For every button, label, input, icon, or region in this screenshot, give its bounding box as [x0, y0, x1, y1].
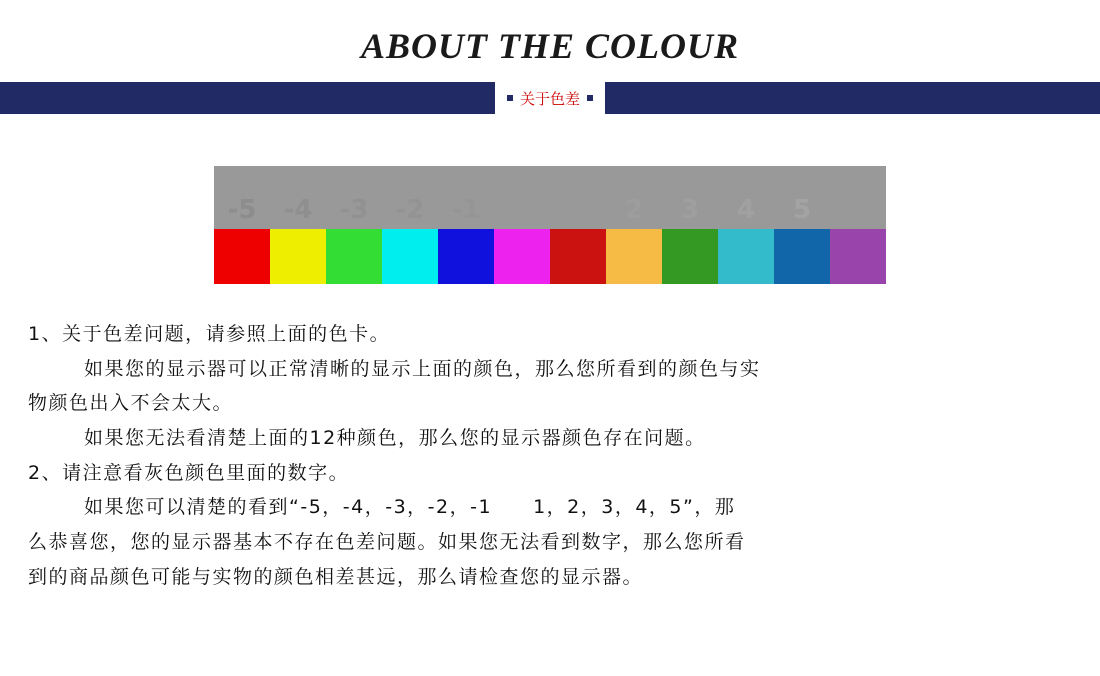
- gray-number-cell: -3: [339, 195, 369, 225]
- square-bullet-right-icon: [587, 95, 593, 101]
- gray-number-cell: [830, 166, 886, 229]
- instruction-line-8: 到的商品颜色可能与实物的颜色相差甚远，那么请检查您的显示器。: [28, 565, 644, 588]
- colour-swatch-yellow: [270, 229, 326, 284]
- gray-number-cell: 4: [736, 195, 756, 225]
- gray-number-cell: -2: [395, 195, 425, 225]
- colour-card-wrapper: [0, 166, 1100, 284]
- page-title: ABOUT THE COLOUR: [360, 26, 740, 66]
- colour-swatch-purple: [830, 229, 886, 284]
- colour-swatch-green: [326, 229, 382, 284]
- gray-number-cell: 5: [792, 195, 812, 225]
- colour-swatch-band: [214, 229, 886, 284]
- gray-number-cell: -5: [227, 195, 257, 225]
- gray-number-cell: [550, 166, 606, 229]
- instruction-line-3: 物颜色出入不会太大。: [28, 392, 234, 415]
- instruction-text: [28, 318, 1072, 593]
- colour-swatch-orange-yellow: [606, 229, 662, 284]
- colour-swatch-red: [214, 229, 270, 284]
- gray-number-cell: [494, 166, 550, 229]
- colour-swatch-cyan: [382, 229, 438, 284]
- instruction-line-5: 2、请注意看灰色颜色里面的数字。: [28, 461, 350, 484]
- gray-number-cell: -1: [451, 195, 481, 225]
- square-bullet-left-icon: [507, 95, 513, 101]
- colour-swatch-blue: [438, 229, 494, 284]
- instruction-line-2: 如果您的显示器可以正常清晰的显示上面的颜色，那么您所看到的颜色与实: [84, 357, 761, 380]
- gray-number-cell: -4: [283, 195, 313, 225]
- banner-label-text: 关于色差: [519, 89, 581, 108]
- gray-number-cell: 3: [680, 195, 700, 225]
- banner-label: [495, 82, 605, 114]
- colour-swatch-dark-green: [662, 229, 718, 284]
- instruction-line-1: 1、关于色差问题，请参照上面的色卡。: [28, 323, 391, 345]
- instruction-line-6: 如果您可以清楚的看到“-5，-4，-3，-2，-1 1，2，3，4，5”，那: [84, 496, 736, 519]
- colour-test-card: [214, 166, 886, 284]
- instruction-line-4: 如果您无法看清楚上面的12种颜色，那么您的显示器颜色存在问题。: [84, 427, 706, 450]
- colour-swatch-dark-blue: [774, 229, 830, 284]
- colour-swatch-magenta: [494, 229, 550, 284]
- section-banner: [0, 82, 1100, 114]
- colour-swatch-teal: [718, 229, 774, 284]
- instruction-line-7: 么恭喜您，您的显示器基本不存在色差问题。如果您无法看到数字，那么您所看: [28, 531, 746, 554]
- colour-swatch-dark-red: [550, 229, 606, 284]
- gray-number-cell: 2: [624, 195, 644, 225]
- gray-number-band: [214, 166, 886, 229]
